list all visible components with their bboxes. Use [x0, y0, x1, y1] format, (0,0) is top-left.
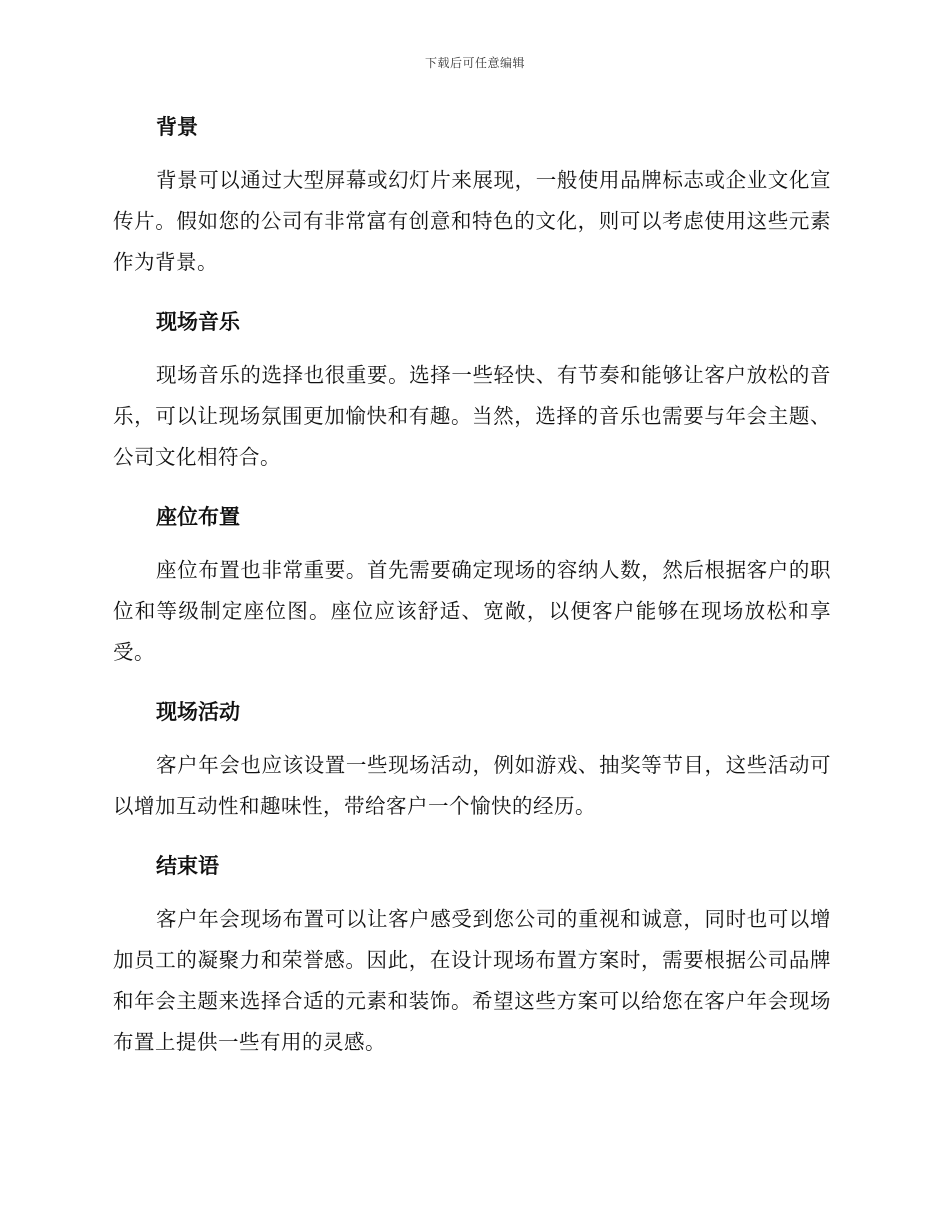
section-paragraph: 背景可以通过大型屏幕或幻灯片来展现，一般使用品牌标志或企业文化宣传片。假如您的公司有非常富有创意和特色的文化，则可以考虑使用这些元素作为背景。 [113, 168, 831, 274]
section-conclusion [113, 847, 831, 1063]
section-paragraph: 现场音乐的选择也很重要。选择一些轻快、有节奏和能够让客户放松的音乐，可以让现场氛围更加愉快和有趣。当然，选择的音乐也需要与年会主题、公司文化相符合。 [113, 363, 831, 469]
section-background [113, 108, 831, 283]
section-heading: 背景 [156, 115, 198, 139]
page-header: 下载后可任意编辑 [424, 56, 525, 70]
section-heading: 现场音乐 [156, 310, 240, 334]
section-paragraph: 座位布置也非常重要。首先需要确定现场的容纳人数，然后根据客户的职位和等级制定座位图。座位应该舒适、宽敞，以便客户能够在现场放松和享受。 [113, 558, 831, 664]
section-seating [113, 498, 831, 673]
section-paragraph: 客户年会也应该设置一些现场活动，例如游戏、抽奖等节目，这些活动可以增加互动性和趣味性，带给客户一个愉快的经历。 [113, 753, 831, 818]
section-live-music [113, 303, 831, 478]
section-heading: 现场活动 [156, 700, 240, 724]
document-content [113, 108, 831, 1083]
section-paragraph: 客户年会现场布置可以让客户感受到您公司的重视和诚意，同时也可以增加员工的凝聚力和荣誉感。因此，在设计现场布置方案时，需要根据公司品牌和年会主题来选择合适的元素和装饰。希望这些方案可以给您在客户年会现场布置上提供一些有用的灵感。 [113, 907, 831, 1054]
section-activities [113, 693, 831, 827]
section-heading: 座位布置 [156, 505, 240, 529]
section-heading: 结束语 [156, 854, 219, 878]
